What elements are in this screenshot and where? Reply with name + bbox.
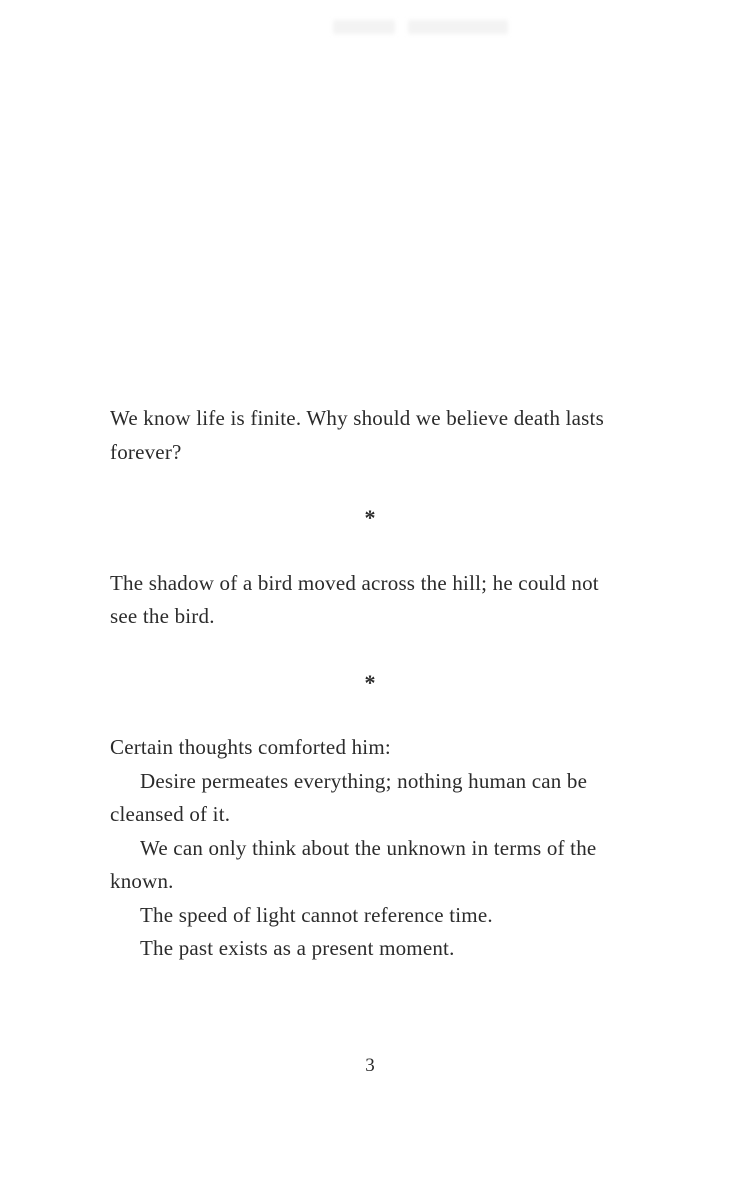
showthrough-ghost [333,20,395,34]
text-line: known. [110,869,174,893]
section-separator [110,666,630,700]
asterisk-glyph: * [364,505,376,530]
showthrough-ghost [408,20,508,34]
text-line: cleansed of it. [110,802,231,826]
page-number: 3 [365,1055,375,1076]
paragraph [110,402,630,469]
text-line: Desire permeates everything; nothing human can be [140,768,588,793]
text-block [110,402,630,966]
text-line: We know life is finite. Why should we believe death lasts [110,406,604,430]
text-line: The past exists as a present moment. [140,936,455,960]
text-line: The shadow of a bird moved across the hill; he could not [110,570,599,595]
text-line: forever? [110,439,182,464]
text-line: The speed of light cannot reference time. [140,902,493,927]
text-line: see the bird. [110,604,215,628]
text-line: Certain thoughts comforted him: [110,735,391,759]
section-separator [110,501,630,535]
paragraph [110,731,630,966]
text-line: We can only think about the unknown in terms of the [140,835,597,860]
paragraph [110,567,630,634]
asterisk-glyph: * [364,669,376,695]
